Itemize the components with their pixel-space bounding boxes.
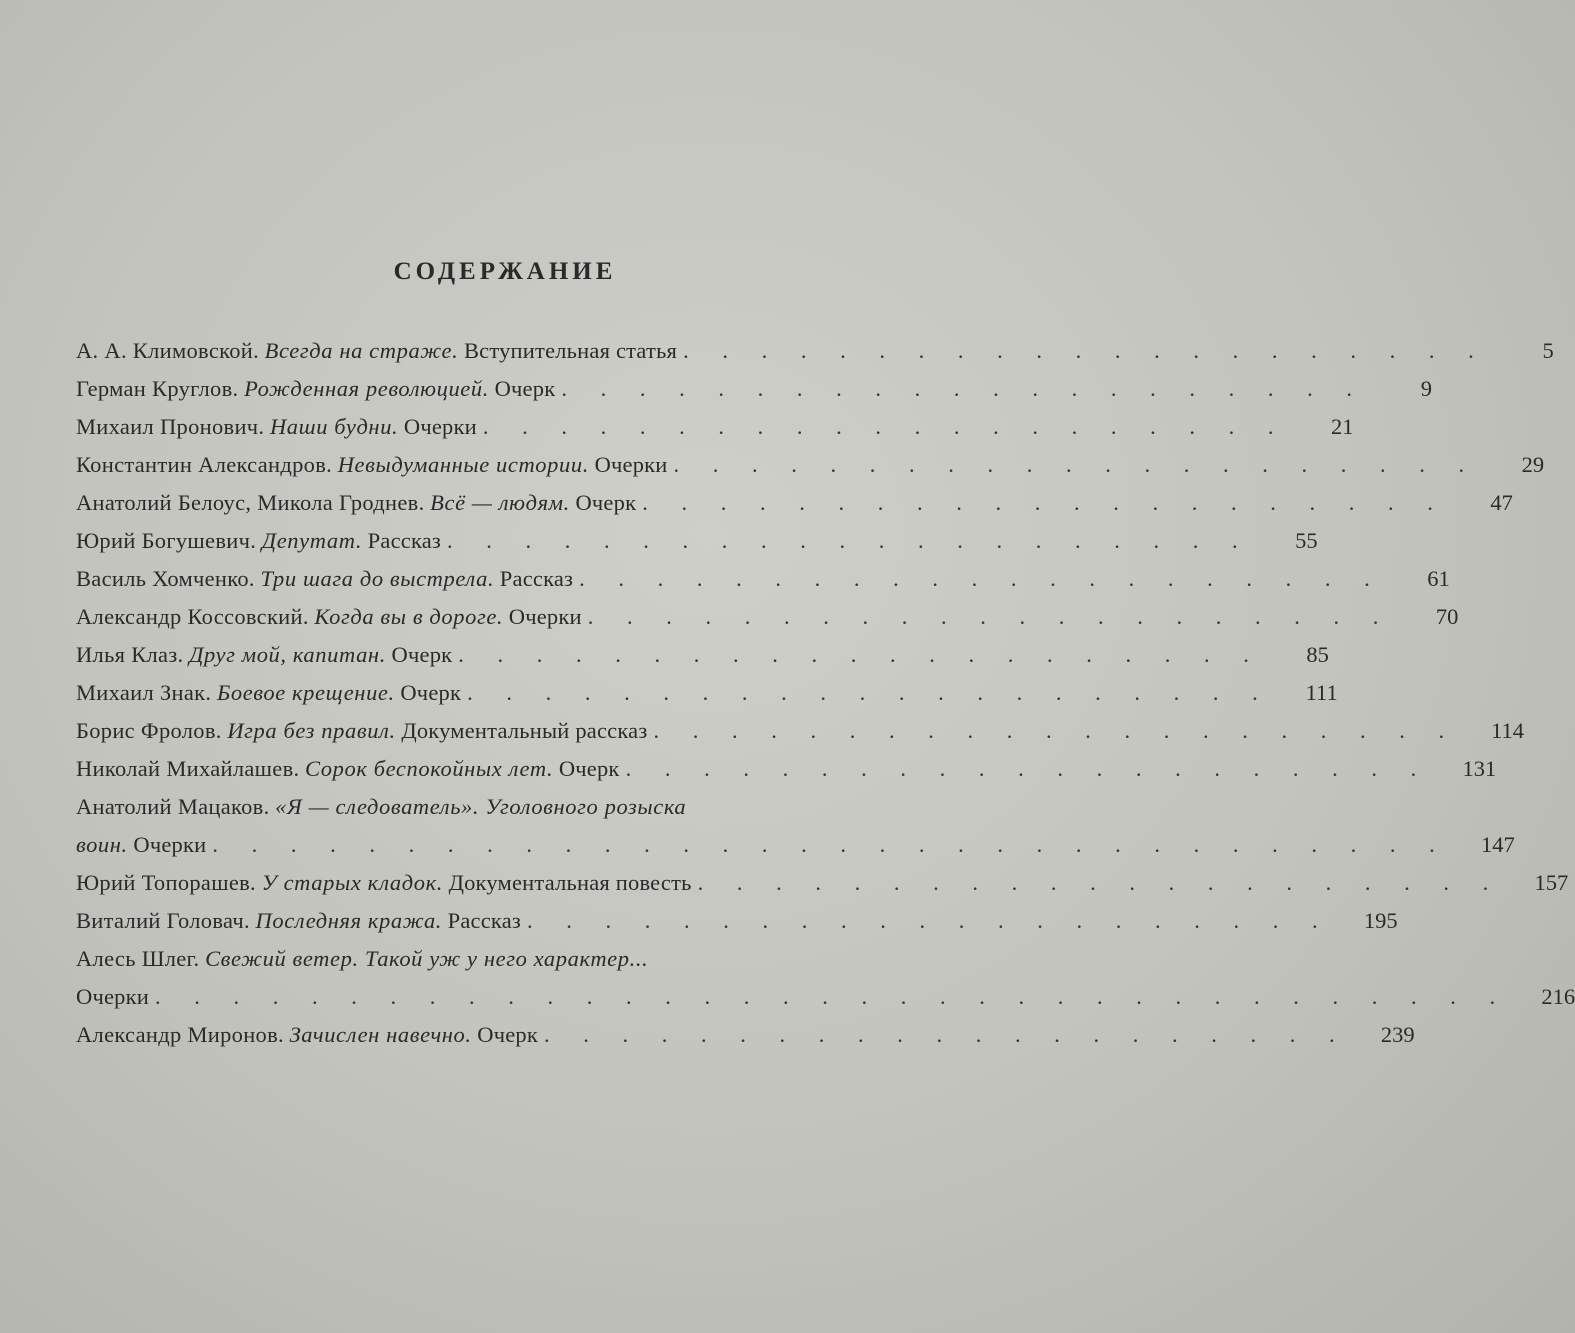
- entry-title: У старых кладок.: [261, 870, 443, 895]
- entry-title: Зачислен навечно.: [289, 1022, 472, 1047]
- leader-dots: . . . . . . . . . . . . . . . . . . . . .: [625, 756, 1431, 781]
- entry-author: Николай Михайлашев.: [76, 756, 300, 781]
- entry-title: Сорок беспокойных лет.: [305, 756, 554, 781]
- page-number: 85: [1306, 642, 1329, 667]
- page-number: 111: [1305, 680, 1338, 705]
- leader-dots: . . . . . . . . . . . . . . . . . . . . .: [527, 908, 1332, 933]
- entry-genre: Вступительная статья: [463, 338, 678, 363]
- entry-title-continued: воин.: [76, 832, 128, 857]
- entry-author: Василь Хомченко.: [76, 566, 255, 591]
- leader-dots: . . . . . . . . . . . . . . . . . . . . .: [587, 604, 1393, 629]
- toc-entry: [76, 902, 1398, 940]
- leader-dots: . . . . . . . . . . . . . . . . . . . . .: [561, 376, 1366, 401]
- toc-entry: [76, 408, 1354, 446]
- page-number: 47: [1490, 490, 1513, 515]
- toc-entry: [76, 522, 1318, 560]
- page-number: 29: [1521, 452, 1545, 477]
- entry-genre: Очерки: [508, 604, 582, 629]
- leader-dots: . . . . . . . . . . . . . . . . . . . . .: [543, 1022, 1349, 1047]
- entry-author: А. А. Климовской.: [76, 338, 260, 363]
- entry-author: Герман Круглов.: [76, 376, 239, 401]
- entry-genre: Очерк: [477, 1022, 538, 1047]
- entry-genre: Очерки: [403, 414, 477, 439]
- entry-genre: Очерк: [558, 756, 620, 781]
- entry-title: Рожденная революцией.: [244, 376, 489, 401]
- leader-dots: . . . . . . . . . . . . . . . . . . . . .: [673, 452, 1479, 477]
- entry-author: Анатолий Мацаков.: [76, 794, 270, 819]
- page-number: 157: [1534, 870, 1569, 895]
- page-number: 70: [1435, 604, 1459, 629]
- entry-title: Последняя кража.: [255, 908, 443, 933]
- page-number: 5: [1542, 338, 1554, 363]
- leader-dots: . . . . . . . . . . . . . . . . . . . . .: [653, 718, 1459, 743]
- entry-title: Игра без правил.: [227, 718, 396, 743]
- leader-dots: . . . . . . . . . . . . . . . . . . . . .: [697, 870, 1503, 895]
- entry-author: Илья Клаз.: [76, 642, 184, 667]
- leader-dots: . . . . . . . . . . . . . . . . . . . . .: [447, 528, 1252, 553]
- entry-author: Константин Александров.: [76, 452, 333, 477]
- entry-author: Михаил Знак.: [76, 680, 212, 705]
- entry-genre: Очерк: [575, 490, 637, 515]
- contents-list: [76, 332, 1575, 1054]
- entry-genre: Очерк: [400, 680, 462, 705]
- entry-author: Виталий Головач.: [76, 908, 250, 933]
- page-number: 195: [1363, 908, 1398, 933]
- page-number: 114: [1491, 718, 1525, 743]
- leader-dots: . . . . . . . . . . . . . . . . . . . . .: [467, 680, 1272, 705]
- entry-title: Когда вы в дороге.: [314, 604, 504, 629]
- entry-title: Невыдуманные истории.: [337, 452, 589, 477]
- entry-genre: Очерк: [494, 376, 556, 401]
- toc-entry: [76, 332, 1554, 370]
- page-number: 239: [1380, 1022, 1415, 1047]
- entry-title: Наши будни.: [269, 414, 399, 439]
- entry-author: Алесь Шлег.: [76, 946, 200, 971]
- toc-entry: [76, 484, 1513, 522]
- entry-author: Александр Коссовский.: [76, 604, 309, 629]
- entry-title: Боевое крещение.: [216, 680, 395, 705]
- toc-entry: [76, 370, 1432, 408]
- toc-entry: [76, 598, 1459, 636]
- entry-author: Юрий Богушевич.: [76, 528, 257, 553]
- page-number: 55: [1295, 528, 1318, 553]
- leader-dots: . . . . . . . . . . . . . . . . . . . . . . . . . . . . . . . .: [212, 832, 1449, 857]
- toc-entry: [76, 712, 1525, 750]
- toc-entry: [76, 636, 1329, 674]
- page-number: 147: [1481, 832, 1515, 857]
- entry-author: Александр Миронов.: [76, 1022, 284, 1047]
- entry-title: Всё — людям.: [430, 490, 570, 515]
- entry-title: Свежий ветер. Такой уж у него характер...: [205, 946, 649, 971]
- leader-dots: . . . . . . . . . . . . . . . . . . . . . . . . . . . . . . . . . . .: [154, 984, 1510, 1009]
- toc-entry: [76, 674, 1338, 712]
- leader-dots: . . . . . . . . . . . . . . . . . . . . .: [482, 414, 1288, 439]
- entry-title: «Я — следователь». Уголовного розыска: [275, 794, 687, 819]
- leader-dots: . . . . . . . . . . . . . . . . . . . . .: [458, 642, 1263, 667]
- entry-genre: Очерки: [76, 984, 149, 1009]
- entry-genre: Очерки: [133, 832, 207, 857]
- entry-title: Всегда на страже.: [264, 338, 459, 363]
- leader-dots: . . . . . . . . . . . . . . . . . . . . .: [579, 566, 1384, 591]
- entry-genre: Документальный рассказ: [401, 718, 648, 743]
- entry-genre: Рассказ: [447, 908, 521, 933]
- entry-author: Борис Фролов.: [76, 718, 222, 743]
- entry-author: Анатолий Белоус, Микола Гроднев.: [76, 490, 425, 515]
- toc-entry: [76, 750, 1497, 788]
- entry-genre: Очерки: [594, 452, 668, 477]
- toc-entry: [76, 940, 1575, 1016]
- page-number: 61: [1427, 566, 1450, 591]
- page-number: 21: [1331, 414, 1354, 439]
- page-number: 216: [1541, 984, 1575, 1009]
- page-number: 131: [1462, 756, 1497, 781]
- entry-author: Юрий Топорашев.: [76, 870, 256, 895]
- leader-dots: . . . . . . . . . . . . . . . . . . . . .: [683, 338, 1488, 363]
- toc-entry: [76, 788, 1515, 864]
- entry-genre: Рассказ: [367, 528, 442, 553]
- page-number: 9: [1420, 376, 1432, 401]
- entry-genre: Документальная повесть: [448, 870, 692, 895]
- contents-heading: СОДЕРЖАНИЕ: [393, 258, 617, 285]
- entry-title: Депутат.: [261, 528, 363, 553]
- toc-entry: [76, 1016, 1415, 1054]
- entry-author: Михаил Пронович.: [76, 414, 265, 439]
- leader-dots: . . . . . . . . . . . . . . . . . . . . .: [642, 490, 1447, 515]
- entry-genre: Рассказ: [499, 566, 574, 591]
- toc-entry: [76, 560, 1450, 598]
- toc-entry: [76, 864, 1569, 902]
- entry-title: Три шага до выстрела.: [260, 566, 495, 591]
- entry-genre: Очерк: [391, 642, 453, 667]
- toc-entry: [76, 446, 1545, 484]
- entry-title: Друг мой, капитан.: [189, 642, 386, 667]
